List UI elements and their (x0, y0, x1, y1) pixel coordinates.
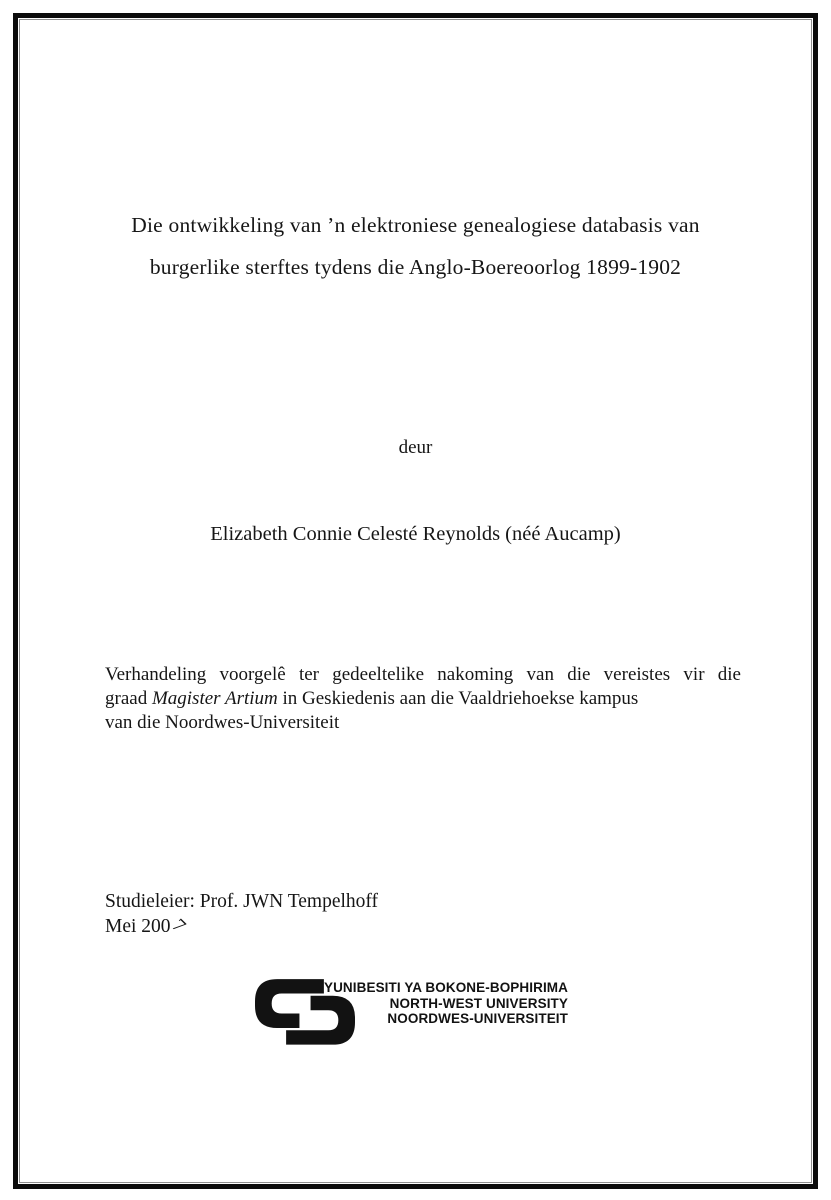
statement-line-2 (105, 687, 741, 711)
thesis-title (0, 204, 831, 288)
supervisor-line: Studieleier: Prof. JWN Tempelhoff (105, 891, 379, 912)
title-line-2: burgerlike sterftes tydens die Anglo-Boereoorlog 1899-1902 (149, 255, 682, 279)
date-line (105, 914, 605, 939)
university-logo-text (318, 980, 568, 1027)
author-name: Elizabeth Connie Celesté Reynolds (néé Aucamp) (210, 523, 621, 545)
supervisor-and-date (105, 889, 605, 939)
statement-line-3: van die Noordwes-Universiteit (105, 712, 340, 733)
statement-line-2-prefix: graad (105, 688, 152, 709)
statement-line-2-suffix: in Geskiedenis aan die Vaaldriehoekse kampus (277, 688, 639, 709)
logo-text-line-3: NOORDWES-UNIVERSITEIT (387, 1011, 568, 1026)
logo-text-line-2: NORTH-WEST UNIVERSITY (389, 995, 568, 1011)
statement-line-1: Verhandeling voorgelê ter gedeeltelike nakoming van die vereistes vir die (105, 664, 741, 685)
byline-deur: deur (398, 437, 433, 458)
title-line-1: Die ontwikkeling van ’n elektroniese genealogiese databasis van (131, 213, 700, 237)
logo-text-line-1: YUNIBESITI YA BOKONE-BOPHIRIMA (323, 980, 568, 995)
date-last-digit: 7 (167, 915, 189, 938)
date-prefix: Mei 200 (105, 916, 171, 937)
degree-name-italic: Magister Artium (151, 688, 278, 709)
submission-statement (105, 663, 741, 735)
